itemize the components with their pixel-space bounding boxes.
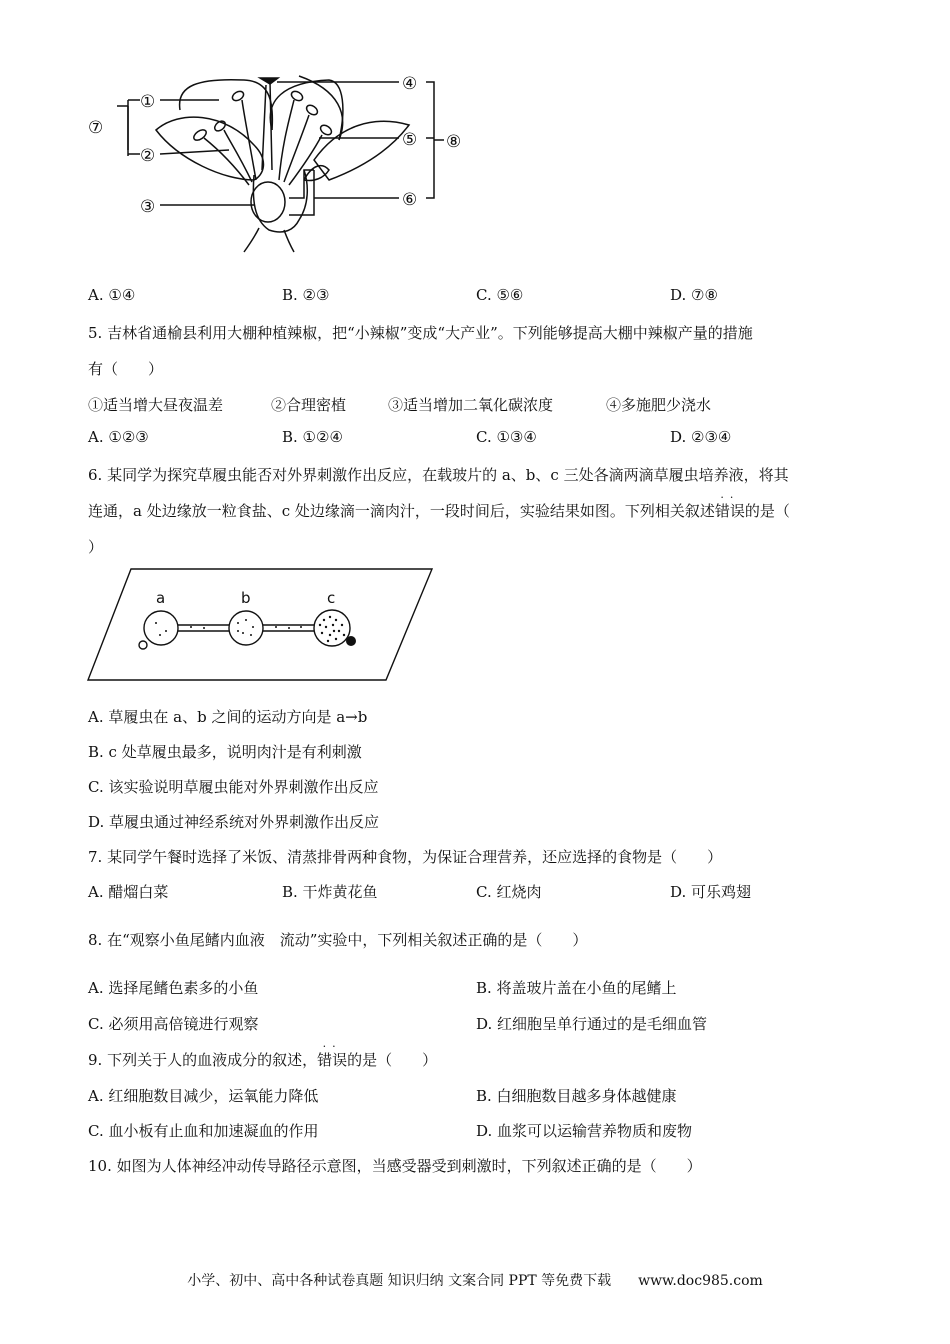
q8-option-c: C. 必须用高倍镜进行观察 [88,1015,259,1033]
q9-option-a: A. 红细胞数目减少，运氧能力降低 [88,1087,319,1105]
q5-option-a: A. ①②③ [88,428,149,446]
q8-option-b: B. 将盖玻片盖在小鱼的尾鳍上 [476,979,677,997]
flower-label-4: ④ [402,74,418,94]
q6-option-a: A. 草履虫在 a、b 之间的运动方向是 a→b [88,708,368,726]
flower-diagram [84,70,484,255]
q5-option-c: C. ①③④ [476,428,537,446]
q7-option-b: B. 干炸黄花鱼 [282,883,378,901]
q7-stem: 7. 某同学午餐时选择了米饭、清蒸排骨两种食物，为保证合理营养，还应选择的食物是（ ） [88,848,723,866]
q9-emphasis [317,1040,348,1070]
q7-option-c: C. 红烧肉 [476,883,542,901]
q8-option-a: A. 选择尾鳍色素多的小鱼 [88,979,259,997]
q4-option-d: D. ⑦⑧ [670,286,718,304]
q6-emphasis [714,491,745,521]
slide-label-b: b [241,589,251,607]
paramecium-slide-diagram [86,565,436,685]
q6-stem-line1: 6. 某同学为探究草履虫能否对外界刺激作出反应，在载玻片的 a、b、c 三处各滴两滴草履虫培养液，将其 [88,466,789,484]
flower-label-3: ③ [140,197,156,217]
q6-option-d: D. 草履虫通过神经系统对外界刺激作出反应 [88,813,380,831]
q6-stem-line2-pre: 连通，a 处边缘放一粒食盐、c 处边缘滴一滴肉汁，一段时间后，实验结果如图。下列相关叙述 [88,502,715,520]
q6-emphasis-text: 错误 [714,502,745,520]
q9-stem-pre: 9. 下列关于人的血液成分的叙述， [88,1051,318,1069]
slide-label-a: a [156,589,166,607]
q5-item-1: ①适当增大昼夜温差 [88,396,224,414]
q4-option-c: C. ⑤⑥ [476,286,524,304]
q9-stem-post: 的是（ ） [347,1051,438,1069]
q9-stem [88,1040,438,1070]
flower-label-8: ⑧ [446,132,462,152]
q9-option-d: D. 血浆可以运输营养物质和废物 [476,1122,693,1140]
q7-option-a: A. 醋熘白菜 [88,883,169,901]
slide-label-c: c [327,589,336,607]
flower-label-2: ② [140,146,156,166]
q9-option-b: B. 白细胞数目越多身体越健康 [476,1087,677,1105]
q5-stem-line1: 5. 吉林省通榆县利用大棚种植辣椒，把“小辣椒”变成“大产业”。下列能够提高大棚中辣椒产量的措施 [88,324,753,342]
q6-stem-line2-post: 的是（ [744,502,790,520]
q5-item-2: ②合理密植 [271,396,347,414]
flower-label-7: ⑦ [88,118,104,138]
flower-label-5: ⑤ [402,130,418,150]
page-footer [0,1270,950,1290]
q10-stem: 10. 如图为人体神经冲动传导路径示意图，当感受器受到刺激时，下列叙述正确的是（ ） [88,1157,702,1175]
q4-option-b: B. ②③ [282,286,330,304]
footer-url[interactable]: www.doc985.com [638,1273,763,1289]
q5-stem-line2: 有（ ） [88,360,164,378]
q5-item-4: ④多施肥少浇水 [606,396,712,414]
q6-option-c: C. 该实验说明草履虫能对外界刺激作出反应 [88,778,379,796]
emphasis-dots: ·· [720,491,740,504]
q7-option-d: D. 可乐鸡翅 [670,883,752,901]
q8-stem: 8. 在“观察小鱼尾鳍内血液 流动”实验中，下列相关叙述正确的是（ ） [88,931,588,949]
q6-stem-line2 [88,491,790,521]
emphasis-dots: ·· [322,1040,342,1053]
footer-text: 小学、初中、高中各种试卷真题 知识归纳 文案合同 PPT 等免费下载 [187,1273,612,1289]
q4-option-a: A. ①④ [88,286,136,304]
q9-emphasis-text: 错误 [317,1051,348,1069]
q5-option-b: B. ①②④ [282,428,343,446]
q5-item-3: ③适当增加二氧化碳浓度 [388,396,554,414]
q6-stem-line3: ） [88,538,104,556]
q5-option-d: D. ②③④ [670,428,732,446]
flower-label-1: ① [140,92,156,112]
flower-label-6: ⑥ [402,190,418,210]
q6-option-b: B. c 处草履虫最多，说明肉汁是有利刺激 [88,743,362,761]
q9-option-c: C. 血小板有止血和加速凝血的作用 [88,1122,319,1140]
q8-option-d: D. 红细胞呈单行通过的是毛细血管 [476,1015,708,1033]
